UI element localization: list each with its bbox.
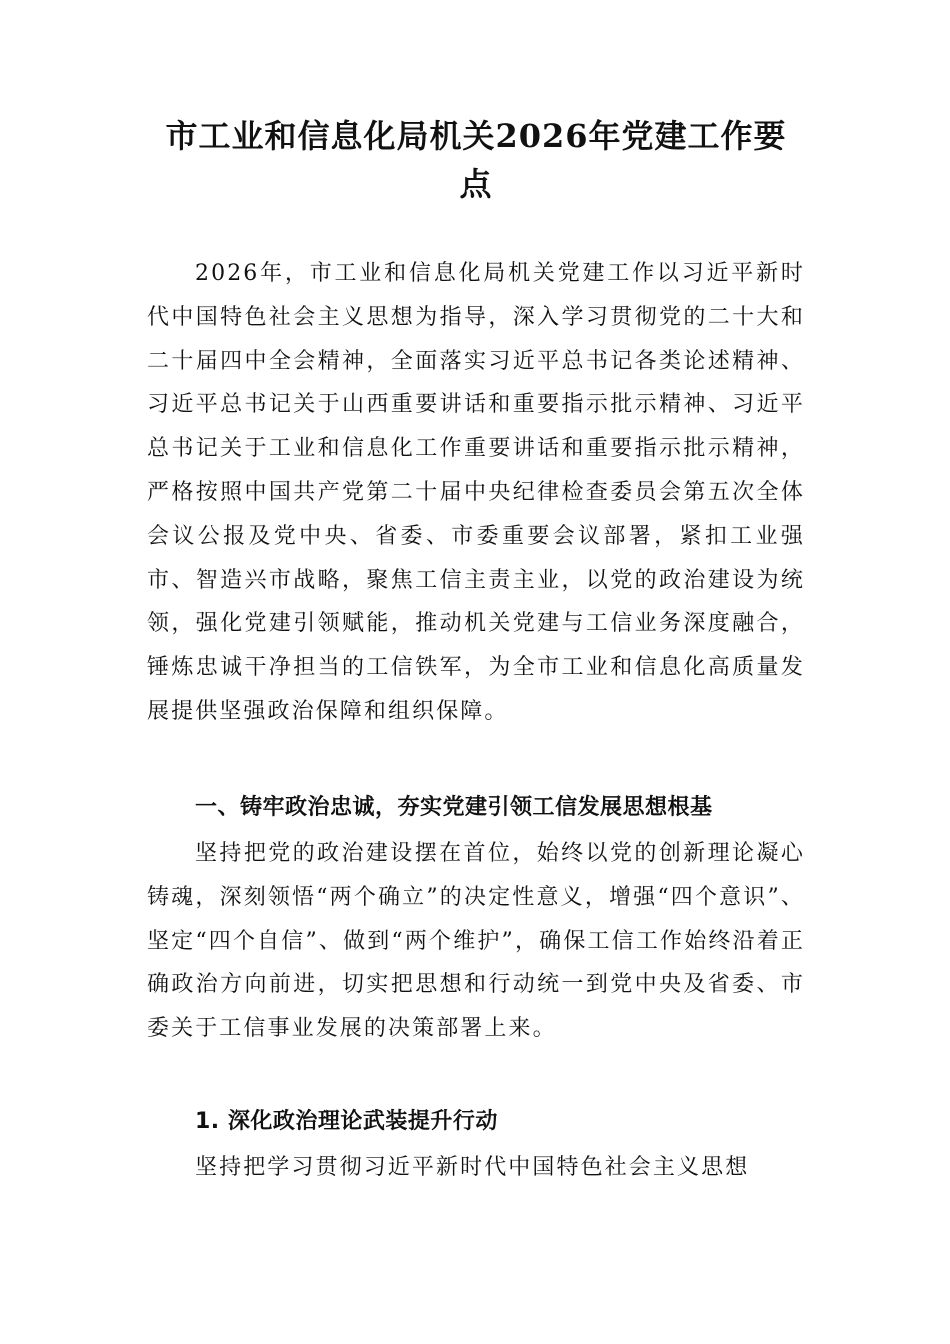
document-title: 市工业和信息化局机关2026年党建工作要点 [165,117,787,203]
section-heading-1: 一、铸牢政治忠诚，夯实党建引领工信发展思想根基 [195,795,713,820]
subsection-1-paragraph: 坚持把学习贯彻习近平新时代中国特色社会主义思想 [195,1155,750,1180]
section-1-paragraph: 坚持把党的政治建设摆在首位，始终以党的创新理论凝心铸魂，深刻领悟“两个确立”的决定性意义，增强“四个意识”、坚定“四个自信”、做到“两个维护”，确保工信工作始终沿着正确政治方向前进，切实把思想和行动统一到党中央及省委、市委关于工信事业发展的决策部署上来。 [147,841,805,1042]
intro-paragraph: 2026年，市工业和信息化局机关党建工作以习近平新时代中国特色社会主义思想为指导，深入学习贯彻党的二十大和二十届四中全会精神，全面落实习近平总书记各类论述精神、习近平总书记关于山西重要讲话和重要指示批示精神、习近平总书记关于工业和信息化工作重要讲话和重要指示批示精神，严格按照中国共产党第二十届中央纪律检查委员会第五次全体会议公报及党中央、省委、市委重要会议部署，紧扣工业强市、智造兴市战略，聚焦工信主责主业，以党的政治建设为统领，强化党建引领赋能，推动机关党建与工信业务深度融合，锤炼忠诚干净担当的工信铁军，为全市工业和信息化高质量发展提供坚强政治保障和组织保障。 [147,261,805,724]
subsection-heading-1: 1. 深化政治理论武装提升行动 [195,1109,498,1134]
